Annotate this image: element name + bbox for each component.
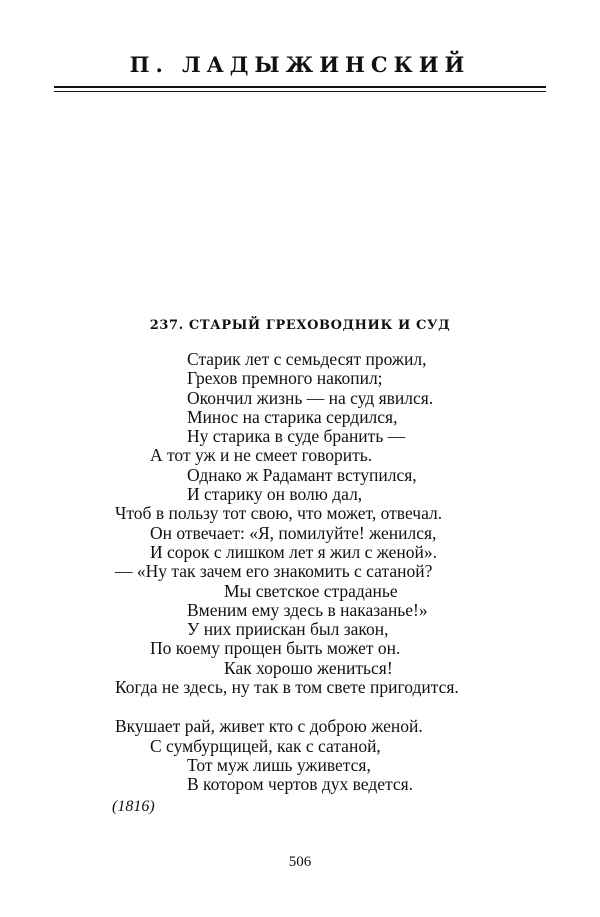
poem-line: В котором чертов дух ведется. — [187, 774, 414, 795]
header-rule-thick — [54, 86, 546, 88]
poem-line: С сумбурщицей, как с сатаной, — [150, 735, 381, 756]
poem-line: Когда не здесь, ну так в том свете пригодится. — [115, 677, 459, 698]
poem-line: Как хорошо жениться! — [224, 657, 393, 678]
poem-line: И сорок с лишком лет я жил с женой». — [150, 541, 437, 562]
poem-line: Старик лет с семьдесят прожил, — [187, 349, 427, 369]
poem-title: 237. СТАРЫЙ ГРЕХОВОДНИК И СУД — [149, 318, 451, 333]
poem-line: Вменим ему здесь в наказанье!» — [187, 599, 428, 620]
poem-body — [0, 350, 600, 795]
poem-line: — «Ну так зачем его знакомить с сатаной? — [115, 561, 433, 582]
stanza-gap — [0, 697, 600, 717]
poem-line: Минос на старика сердился, — [187, 406, 398, 427]
header-rule-thin — [54, 91, 546, 92]
poem-line: Вкушает рай, живет кто с доброю женой. — [115, 716, 423, 737]
poem-line: Тот муж лишь уживется, — [187, 754, 371, 775]
poem-line: Грехов премного накопил; — [187, 368, 383, 389]
poem-date: (1816) — [112, 798, 155, 815]
poem-line: Ну старика в суде бранить — — [187, 426, 406, 447]
author-heading: П. ЛАДЫЖИНСКИЙ — [129, 52, 471, 77]
poem-line: Окончил жизнь — на суд явился. — [187, 387, 434, 408]
poem-line: Однако ж Радамант вступился, — [187, 464, 417, 485]
poem-line: Мы светское страданье — [224, 580, 398, 601]
poem-line: По коему прощен быть может он. — [150, 638, 401, 659]
poem-line: Он отвечает: «Я, помилуйте! женился, — [150, 522, 437, 543]
poem-line: У них приискан был закон, — [187, 619, 389, 640]
page-number: 506 — [288, 854, 312, 870]
poem-line: Чтоб в пользу тот свою, что может, отвечал. — [115, 503, 443, 524]
poem-line: А тот уж и не смеет говорить. — [150, 445, 373, 466]
poem-line: И старику он волю дал, — [187, 484, 363, 505]
